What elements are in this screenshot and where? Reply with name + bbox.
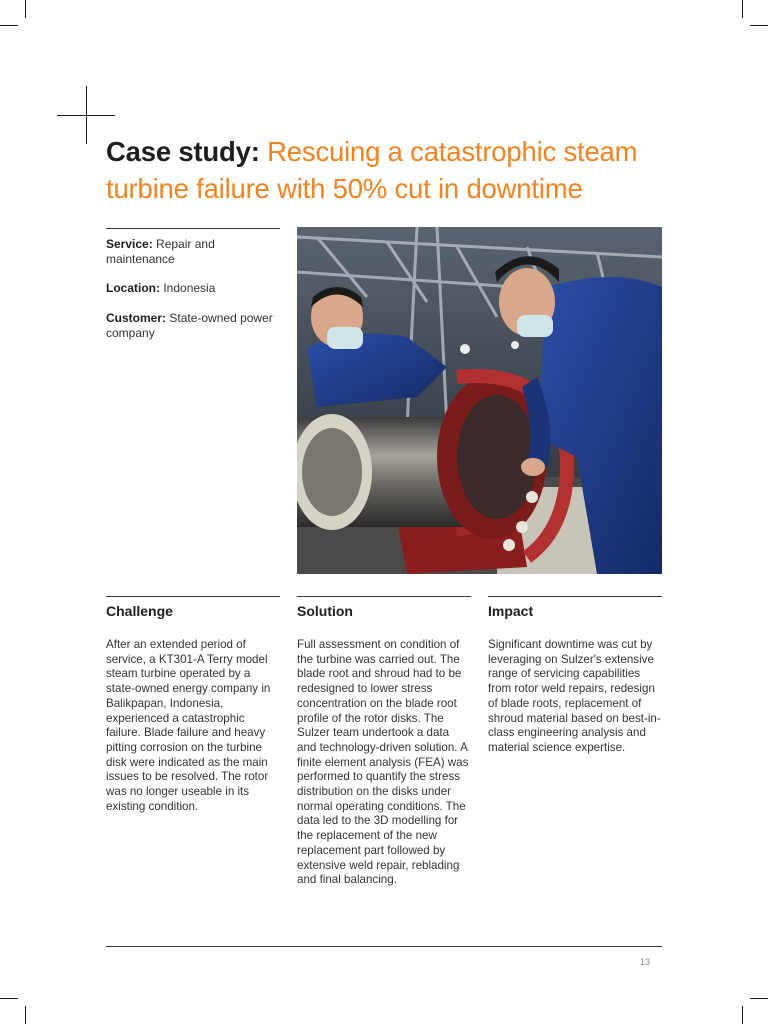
section-heading: Solution [297,603,353,619]
section-impact [488,603,662,756]
registration-mark [57,115,115,116]
crop-mark [750,25,768,26]
column-divider [106,596,280,597]
crop-mark [0,998,18,999]
page-number: 13 [640,957,651,967]
crop-mark [742,1006,743,1024]
meta-service [106,237,276,267]
footer-divider [106,946,662,947]
crop-mark [750,998,768,999]
meta-customer-value: State-owned power company [106,311,273,340]
section-challenge [106,603,280,814]
section-body: Significant downtime was cut by leveraging on Sulzer's extensive range of servicing capabilities from rotor weld repairs, redesign of blade roots, replacement of shroud material based on best-in-class engineering analysis and material science expertise. [488,638,661,754]
crop-mark [742,0,743,18]
crop-mark [25,1006,26,1024]
section-body: After an extended period of service, a KT301-A Terry model steam turbine operated by a state-owned energy company in Balikpapan, Indonesia, experienced a catastrophic failure. Blade failure and heavy pitting corrosion on the turbine disk were indicated as the main issues to be resolved. The rotor was no longer useable in its existing condition. [106,638,271,813]
meta-service-value: Repair and maintenance [106,237,215,266]
section-heading: Challenge [106,603,173,619]
crop-mark [0,25,18,26]
meta-location [106,281,276,296]
column-divider [297,596,471,597]
section-body: Full assessment on condition of the turbine was carried out. The blade root and shroud had to be redesigned to lower stress concentration on the blade root profile of the rotor disks. The Sulzer team undertook a data and technology-driven solution. A finite element analysis (FEA) was performed to quantify the stress distribution on the disks under normal operating conditions. The data led to the 3D modelling for the replacement of the new replacement part followed by extensive weld repair, reblading and final balancing. [297,638,469,887]
crop-mark [25,0,26,18]
turbine-repair-photo [297,227,662,574]
meta-customer [106,311,276,341]
meta-divider [106,228,280,229]
title-lead: Case study: [106,136,260,167]
column-divider [488,596,662,597]
section-heading: Impact [488,603,534,619]
title-subtitle: Rescuing a catastrophic steam turbine failure with 50% cut in downtime [106,136,638,204]
meta-service-label: Service: [106,237,153,251]
meta-location-value: Indonesia [163,281,216,295]
meta-location-label: Location: [106,281,160,295]
page-title [106,133,696,207]
section-solution [297,603,471,888]
meta-customer-label: Customer: [106,311,167,325]
